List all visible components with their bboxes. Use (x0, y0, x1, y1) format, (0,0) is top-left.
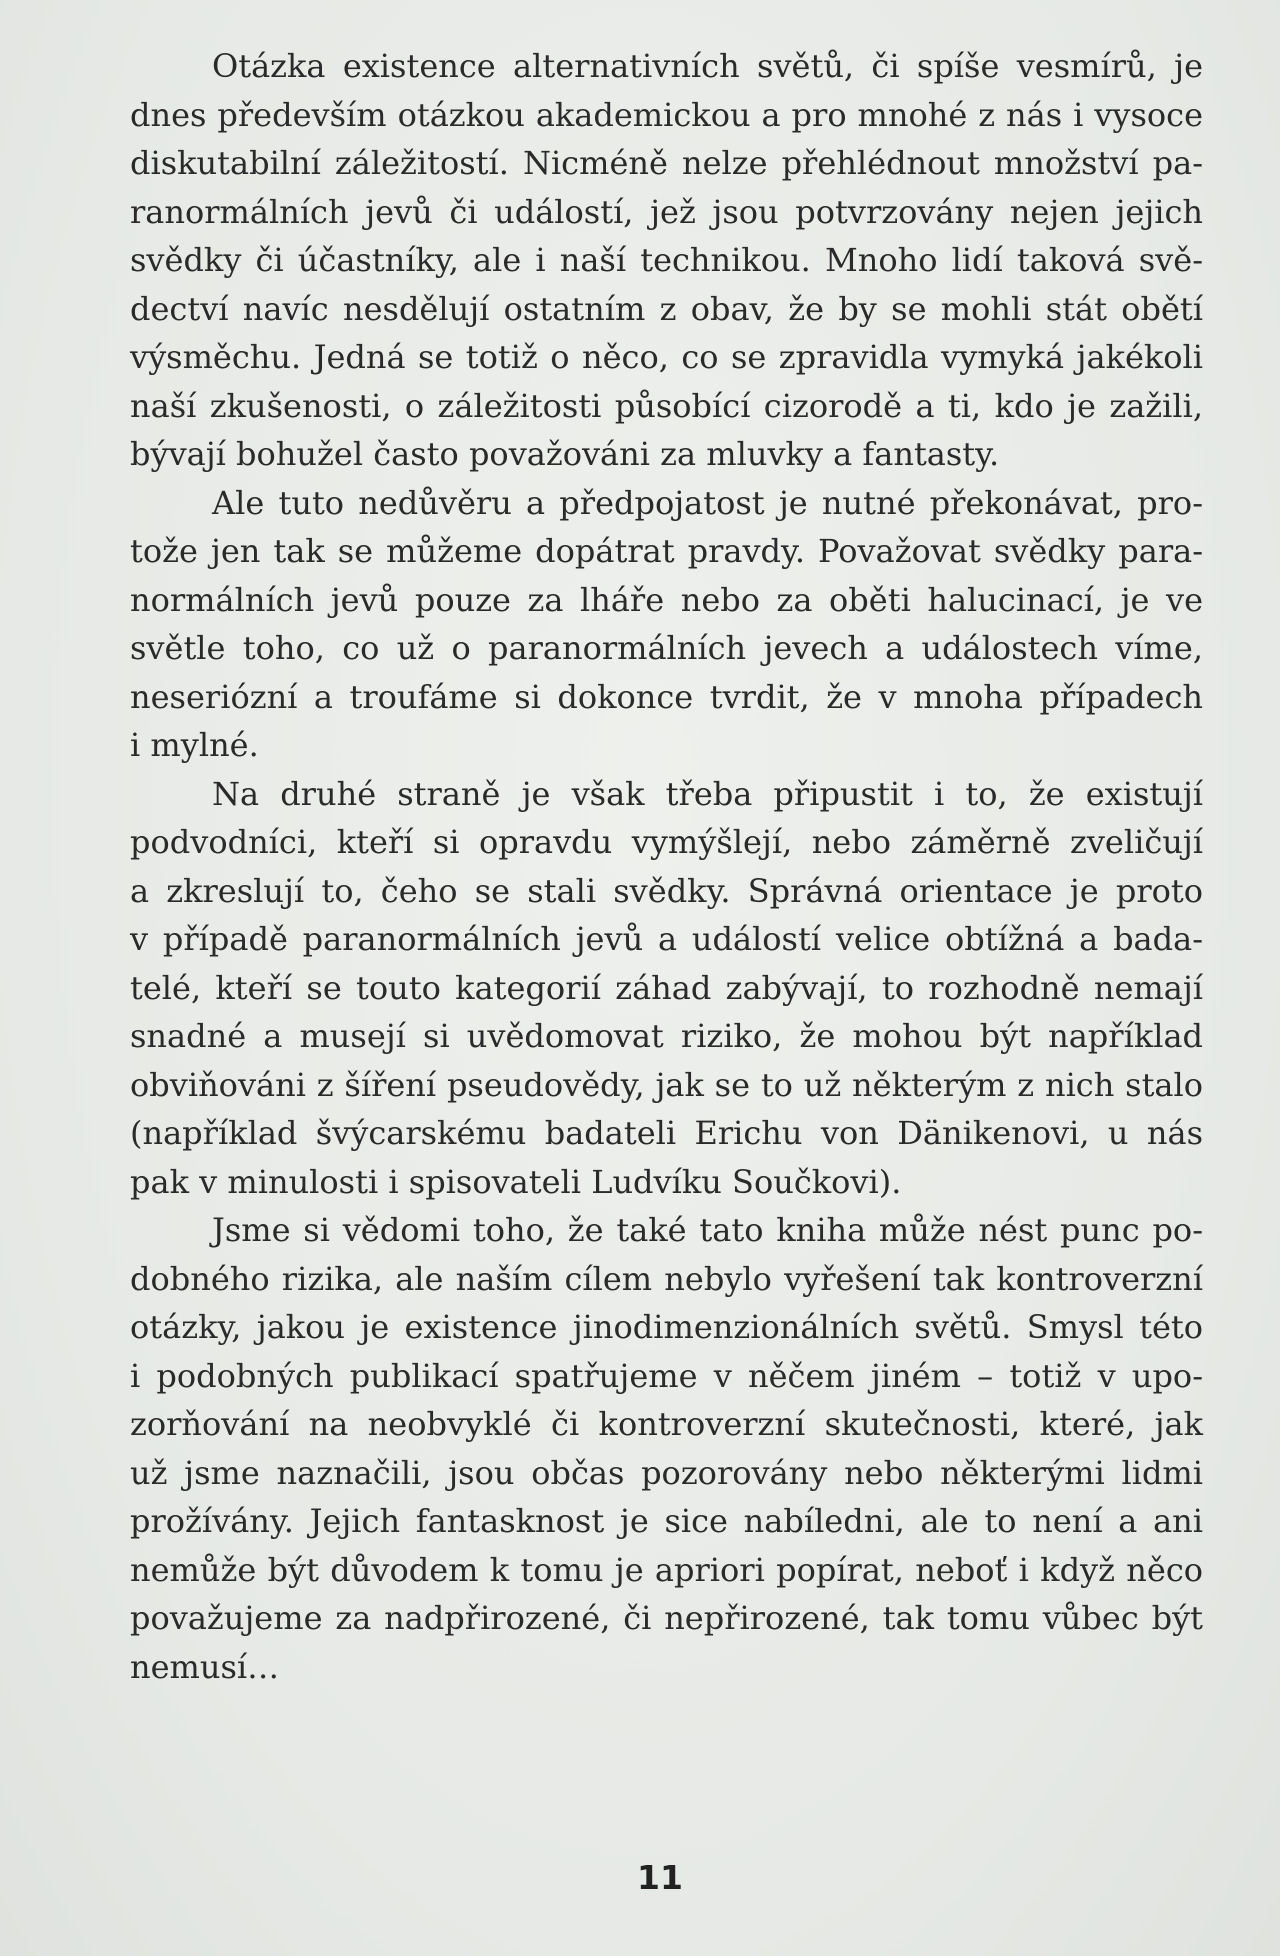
text-line: tože jen tak se můžeme dopátrat pravdy. Považovat svědky para- (130, 532, 1203, 570)
text-line: snadné a musejí si uvědomovat riziko, že mohou být například (130, 1017, 1203, 1055)
text-line: diskutabilní záležitostí. Nicméně nelze přehlédnout množství pa- (130, 144, 1203, 182)
text-line: telé, kteří se touto kategorií záhad zabývají, to rozhodně nemají (130, 968, 1203, 1007)
text-line: dnes především otázkou akademickou a pro mnohé z nás i vysoce (130, 95, 1203, 134)
text-line: i podobných publikací spatřujeme v něčem jiném – totiž v upo- (130, 1356, 1203, 1395)
text-line: dectví navíc nesdělují ostatním z obav, že by se mohli stát obětí (130, 289, 1203, 328)
text-line: prožívány. Jejich fantasknost je sice nabíledni, ale to není a ani (130, 1502, 1203, 1540)
text-line: pak v minulosti i spisovateli Ludvíku Součkovi). (130, 1162, 902, 1201)
text-line: bývají bohužel často považováni za mluvky a fantasty. (130, 435, 1000, 473)
paragraph-4 (130, 1206, 1203, 1691)
body-text (130, 42, 1203, 1691)
paragraph-3 (130, 770, 1203, 1207)
text-line: Otázka existence alternativních světů, či spíše vesmírů, je (212, 47, 1203, 85)
text-line: světle toho, co už o paranormálních jevech a událostech víme, (130, 629, 1203, 667)
text-line: nemůže být důvodem k tomu je apriori popírat, neboť i když něco (130, 1550, 1203, 1589)
page-number: 11 (637, 1858, 683, 1897)
text-line: Jsme si vědomi toho, že také tato kniha může nést punc po- (212, 1211, 1203, 1249)
paragraph-1 (130, 42, 1203, 479)
text-line: Ale tuto nedůvěru a předpojatost je nutné překonávat, pro- (212, 483, 1203, 522)
text-line: nemusí… (130, 1647, 280, 1686)
text-line: svědky či účastníky, ale i naší technikou. Mnoho lidí taková svě- (130, 241, 1203, 279)
text-line: zorňování na neobvyklé či kontroverzní skutečnosti, které, jak (130, 1405, 1203, 1443)
paragraph-2 (130, 479, 1203, 770)
text-line: už jsme naznačili, jsou občas pozorovány nebo některými lidmi (130, 1453, 1203, 1492)
text-line: obviňováni z šíření pseudovědy, jak se to už některým z nich stalo (130, 1065, 1203, 1104)
text-line: a zkreslují to, čeho se stali svědky. Správná orientace je proto (130, 871, 1203, 910)
text-line: dobného rizika, ale naším cílem nebylo vyřešení tak kontroverzní (130, 1259, 1203, 1298)
text-line: ranormálních jevů či událostí, jež jsou potvrzovány nejen jejich (130, 192, 1203, 231)
text-line: otázky, jakou je existence jinodimenzionálních světů. Smysl této (130, 1308, 1203, 1346)
text-line: normálních jevů pouze za lháře nebo za oběti halucinací, je ve (130, 580, 1203, 619)
text-line: považujeme za nadpřirozené, či nepřirozené, tak tomu vůbec být (130, 1599, 1203, 1637)
text-line: v případě paranormálních jevů a událostí velice obtížná a bada- (130, 920, 1203, 958)
text-line: (například švýcarskému badateli Erichu von Dänikenovi, u nás (130, 1114, 1203, 1152)
text-line: naší zkušenosti, o záležitosti působící cizorodě a ti, kdo je zažili, (130, 386, 1203, 425)
text-line: Na druhé straně je však třeba připustit i to, že existují (212, 774, 1203, 813)
text-line: výsměchu. Jedná se totiž o něco, co se zpravidla vymyká jakékoli (130, 338, 1203, 376)
text-line: neseriózní a troufáme si dokonce tvrdit, že v mnoha případech (130, 677, 1203, 716)
text-line: i mylné. (130, 726, 259, 764)
text-line: podvodníci, kteří si opravdu vymýšlejí, nebo záměrně zveličují (130, 823, 1203, 861)
